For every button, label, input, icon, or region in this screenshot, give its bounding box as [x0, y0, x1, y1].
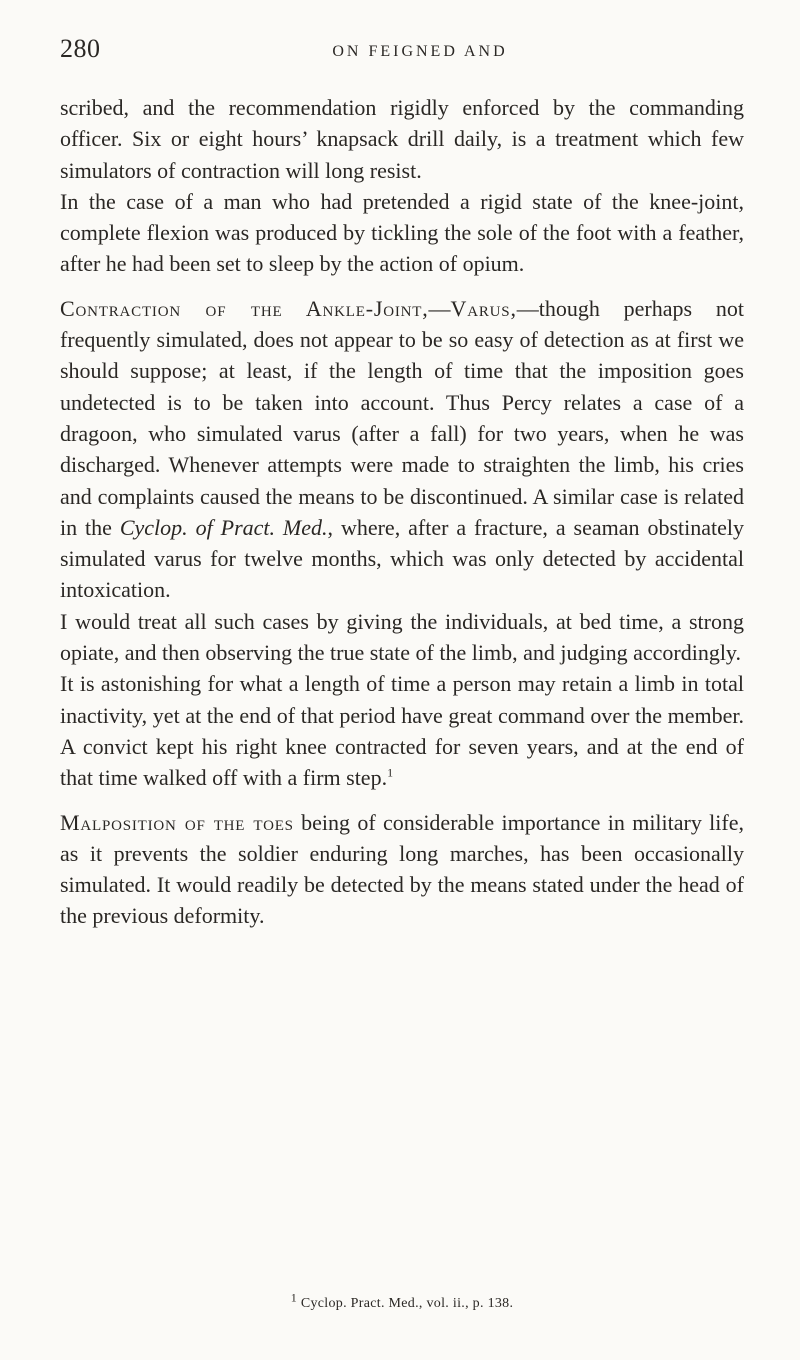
page-number: 280 [60, 34, 101, 63]
paragraph-convict [60, 668, 744, 793]
section-heading-malposition: Malposition of the toes [60, 809, 294, 835]
page-body [60, 92, 744, 932]
paragraph-malposition-text: being of considerable importance in military life, as it prevents the soldier enduring long marches, has been occasionally simulated. It would readily be detected by the means stated under the head of the previous deformity. [60, 809, 744, 929]
citation-italic: Cyclop. of Pract. Med. [119, 514, 328, 540]
footnote-reference: 1 [387, 765, 394, 780]
footnote-marker: 1 [290, 1290, 298, 1305]
section-heading-varus: Varus, [450, 295, 517, 321]
paragraph-knee-joint: In the case of a man who had pretended a rigid state of the knee-joint, complete flexion was produced by tickling the sole of the foot with a feather, after he had been set to sleep by the action of opium. [60, 188, 744, 277]
paragraph-malposition [60, 807, 744, 932]
paragraph-ankle-text-b: , where, after a fracture, a seaman obstinately simulated varus for twelve months, which was only detected by accidental intoxication. [60, 514, 744, 603]
running-head: ON FEIGNED AND [332, 43, 508, 60]
paragraph-ankle-text-a: —though perhaps not frequently simulated, does not appear to be so easy of detection as at first we should suppose; at least, if the length of time that the imposition goes undetected is to be taken into account. Thus Percy relates a case of a dragoon, who simulated varus (after a fall) for two years, when he was discharged. Whenever attempts were made to straighten the limb, his cries and complaints caused the means to be discontinued. A similar case is related in the [60, 295, 744, 540]
paragraph-ankle-joint [60, 293, 744, 606]
em-dash: — [428, 295, 451, 321]
footnote-text: Cyclop. Pract. Med., vol. ii., p. 138. [297, 1296, 514, 1311]
section-heading-ankle-joint: Contraction of the Ankle-Joint, [60, 295, 429, 321]
page-header [60, 34, 740, 74]
footnote [60, 1290, 744, 1312]
paragraph-opiate: I would treat all such cases by giving the individuals, at bed time, a strong opiate, and then observing the true state of the limb, and judging accordingly. [60, 608, 744, 666]
paragraph-continuation: scribed, and the recommendation rigidly enforced by the commanding officer. Six or eight hours’ knapsack drill daily, is a treatment which few simulators of contraction will long resist. [60, 95, 744, 183]
paragraph-convict-text: It is astonishing for what a length of time a person may retain a limb in total inactivity, yet at the end of that period have great command over the member. A convict kept his right knee contracted for seven years, and at the end of that time walked off with a firm step. [60, 671, 744, 791]
